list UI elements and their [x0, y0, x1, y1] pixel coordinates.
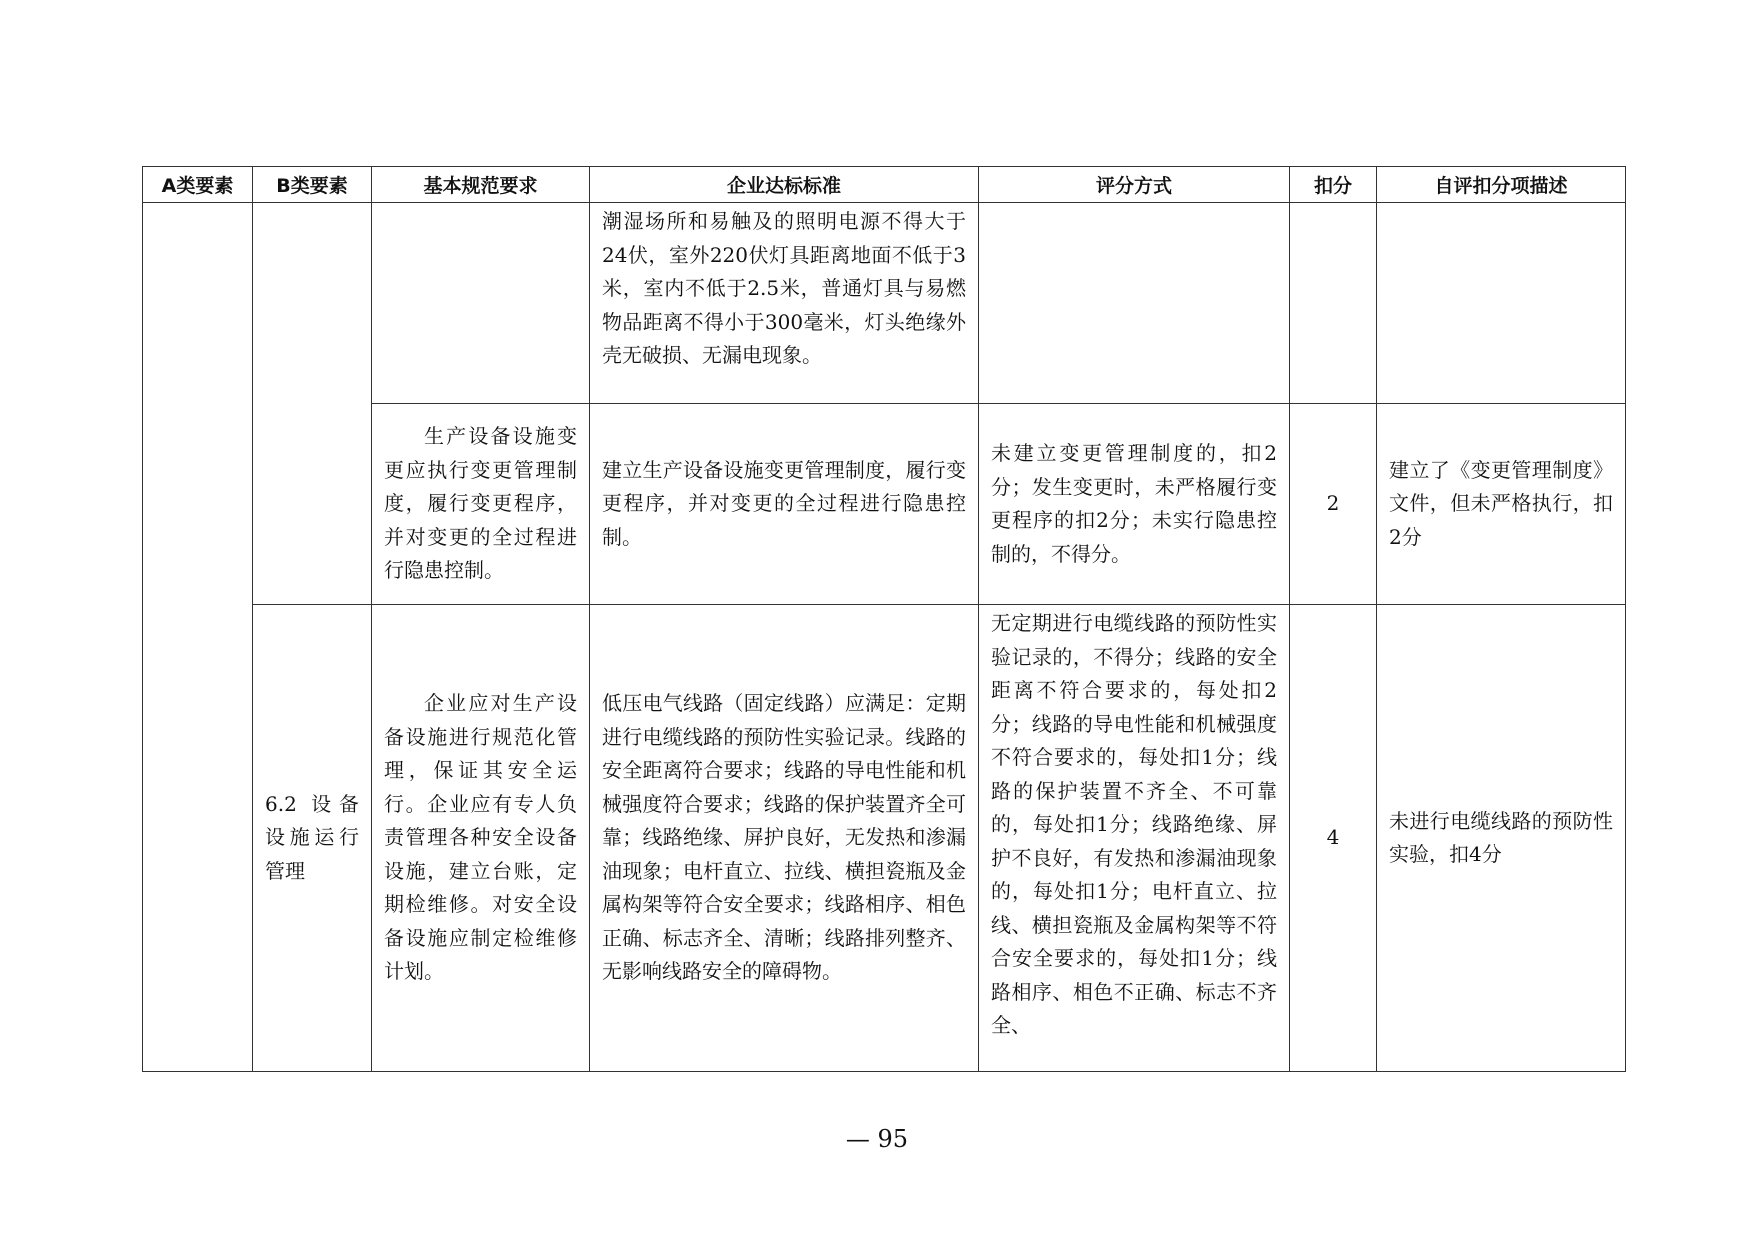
header-requirement: 基本规范要求	[372, 167, 590, 203]
scoring-cell	[979, 203, 1290, 404]
requirement-cell	[372, 203, 590, 404]
header-b-element: B类要素	[253, 167, 372, 203]
scoring-cell: 无定期进行电缆线路的预防性实验记录的，不得分；线路的安全距离不符合要求的，每处扣2分；线路的导电性能和机械强度不符合要求的，每处扣1分；线路的保护装置不齐全、不可靠的，每处扣1分；线路绝缘、屏护不良好，有发热和渗漏油现象的，每处扣1分；电杆直立、拉线、横担瓷瓶及金属构架等不符合安全要求的，每处扣1分；线路相序、相色不正确、标志不齐全、	[979, 605, 1290, 1072]
table-header-row	[143, 167, 1626, 203]
table-row	[143, 605, 1626, 1072]
self-eval-cell: 未进行电缆线路的预防性实验，扣4分	[1377, 605, 1626, 1072]
self-eval-cell	[1377, 203, 1626, 404]
standard-cell: 建立生产设备设施变更管理制度，履行变更程序，并对变更的全过程进行隐患控制。	[590, 404, 979, 605]
b-element-cell: 6.2 设备设施运行管理	[253, 605, 372, 1072]
header-a-element: A类要素	[143, 167, 253, 203]
a-element-cell	[143, 203, 253, 1072]
standards-table	[142, 166, 1626, 1072]
deduction-cell: 4	[1290, 605, 1377, 1072]
deduction-cell	[1290, 203, 1377, 404]
header-scoring: 评分方式	[979, 167, 1290, 203]
header-deduction: 扣分	[1290, 167, 1377, 203]
self-eval-cell: 建立了《变更管理制度》文件，但未严格执行，扣2分	[1377, 404, 1626, 605]
standard-cell: 低压电气线路（固定线路）应满足：定期进行电缆线路的预防性实验记录。线路的安全距离符合要求；线路的导电性能和机械强度符合要求；线路的保护装置齐全可靠；线路绝缘、屏护良好，无发热和渗漏油现象；电杆直立、拉线、横担瓷瓶及金属构架等符合安全要求；线路相序、相色正确、标志齐全、清晰；线路排列整齐、无影响线路安全的障碍物。	[590, 605, 979, 1072]
b-element-cell	[253, 203, 372, 605]
requirement-cell: 生产设备设施变更应执行变更管理制度，履行变更程序，并对变更的全过程进行隐患控制。	[372, 404, 590, 605]
requirement-cell: 企业应对生产设备设施进行规范化管理，保证其安全运行。企业应有专人负责管理各种安全设备设施，建立台账，定期检维修。对安全设备设施应制定检维修计划。	[372, 605, 590, 1072]
table-row	[143, 203, 1626, 404]
header-self-eval: 自评扣分项描述	[1377, 167, 1626, 203]
deduction-cell: 2	[1290, 404, 1377, 605]
scoring-cell: 未建立变更管理制度的，扣2分；发生变更时，未严格履行变更程序的扣2分；未实行隐患控制的，不得分。	[979, 404, 1290, 605]
header-standard: 企业达标标准	[590, 167, 979, 203]
page-number: — 95	[845, 1125, 909, 1153]
standard-cell: 潮湿场所和易触及的照明电源不得大于24伏，室外220伏灯具距离地面不低于3米，室内不低于2.5米，普通灯具与易燃物品距离不得小于300毫米，灯头绝缘外壳无破损、无漏电现象。	[590, 203, 979, 404]
